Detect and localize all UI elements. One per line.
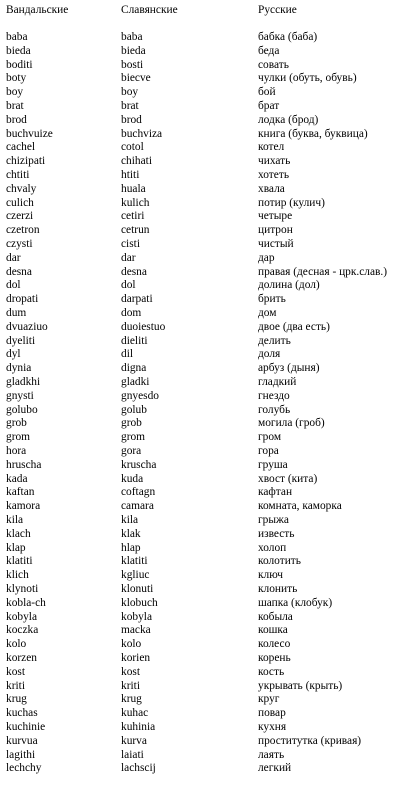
russian-word: легкий (258, 762, 292, 775)
table-row (0, 666, 400, 679)
slavic-word: kuhac (121, 707, 149, 720)
vandal-word: boy (6, 86, 24, 99)
vandal-word: kada (6, 472, 28, 485)
table-row (0, 624, 400, 637)
table-row (0, 431, 400, 444)
vandal-word: bieda (6, 44, 31, 57)
vandal-word: boty (6, 72, 27, 85)
vandal-word: koczka (6, 624, 39, 637)
slavic-word: cotol (121, 141, 144, 154)
table-row (0, 59, 400, 72)
slavic-word: chihati (121, 155, 152, 168)
table-row (0, 266, 400, 279)
russian-word: доля (258, 348, 281, 361)
vandal-word: desna (6, 265, 32, 278)
vandal-word: dum (6, 307, 27, 319)
slavic-word: bosti (121, 58, 144, 71)
vandal-word: dyl (6, 348, 21, 361)
vandal-word: kriti (6, 679, 25, 692)
russian-word: холоп (258, 541, 287, 554)
table-row (0, 611, 400, 624)
slavic-word: kulich (121, 196, 150, 209)
slavic-word: krug (121, 693, 142, 706)
table-row (0, 555, 400, 568)
slavic-word: digna (121, 362, 147, 375)
table-row (0, 335, 400, 348)
vandal-word: chizipati (6, 155, 46, 168)
russian-word: дом (258, 307, 277, 319)
table-row (0, 597, 400, 610)
slavic-word: kost (121, 665, 140, 678)
russian-word: хвост (кита) (258, 472, 318, 485)
vandal-word: dynia (6, 362, 32, 375)
vandal-word: kila (6, 514, 24, 526)
vandal-word: dol (6, 279, 21, 292)
vandal-word: kaftan (6, 486, 35, 499)
russian-word: цитрон (258, 224, 293, 237)
slavic-word: biecve (121, 72, 151, 85)
russian-word: ключ (258, 569, 284, 582)
slavic-word: kriti (121, 679, 140, 692)
russian-word: бой (258, 86, 276, 99)
russian-word: дар (258, 251, 275, 264)
vandal-word: brat (6, 100, 24, 112)
table-row (0, 583, 400, 596)
table-row (0, 762, 400, 775)
table-row (0, 721, 400, 734)
russian-word: правая (десная - црк.слав.) (258, 265, 388, 278)
vandal-word: klap (6, 541, 26, 554)
russian-word: повар (258, 707, 286, 720)
vandal-word: chvaly (6, 182, 37, 195)
russian-word: брат (258, 100, 280, 112)
vandal-word: buchvuize (6, 127, 53, 140)
table-row (0, 114, 400, 127)
header-vandal: Вандальские (6, 4, 69, 16)
russian-word: брить (258, 293, 286, 306)
table-row (0, 404, 400, 417)
russian-word: гора (258, 445, 279, 457)
vandal-word: klich (6, 569, 29, 582)
table-row (0, 293, 400, 306)
vandal-word: grom (6, 431, 31, 444)
vandal-word: dyeliti (6, 334, 36, 347)
russian-word: совать (258, 58, 289, 71)
table-row (0, 321, 400, 334)
table-row (0, 707, 400, 720)
russian-word: чистый (258, 238, 294, 250)
header-slavic: Славянские (121, 4, 178, 16)
vandal-word: korzen (6, 652, 37, 664)
slavic-word: kgliuc (121, 569, 150, 582)
russian-word: гладкий (258, 376, 297, 388)
russian-word: могила (гроб) (258, 417, 325, 430)
slavic-word: buchviza (121, 127, 163, 140)
vandal-word: golubo (6, 403, 38, 416)
table-row (0, 238, 400, 251)
table-row (0, 307, 400, 320)
slavic-word: cetiri (121, 210, 145, 223)
slavic-word: kuhinia (121, 721, 156, 733)
vandal-word: grob (6, 417, 27, 430)
table-row (0, 749, 400, 762)
vandal-word: hruscha (6, 458, 42, 471)
russian-word: хотеть (258, 169, 290, 181)
vandal-word: brod (6, 113, 27, 126)
vandal-word: kobla-ch (6, 596, 46, 609)
vandal-word: dropati (6, 293, 39, 306)
slavic-word: duoiestuo (121, 320, 166, 333)
slavic-word: bieda (121, 44, 146, 57)
vandal-word: gladkhi (6, 376, 41, 388)
table-row (0, 652, 400, 665)
slavic-word: darpati (121, 293, 153, 306)
table-row (0, 362, 400, 375)
slavic-word: boy (121, 86, 139, 99)
russian-word: кухня (258, 721, 287, 733)
russian-word: кобыла (258, 610, 293, 623)
slavic-word: kuda (121, 472, 144, 485)
russian-word: четыре (258, 210, 293, 223)
slavic-word: brod (121, 113, 142, 126)
table-row (0, 735, 400, 748)
slavic-word: lachscij (121, 762, 156, 775)
slavic-word: huala (121, 182, 146, 195)
table-row (0, 31, 400, 44)
russian-word: котел (258, 141, 285, 154)
table-row (0, 500, 400, 513)
russian-word: грыжа (258, 514, 289, 526)
table-row (0, 128, 400, 141)
table-row (0, 376, 400, 389)
russian-word: корень (258, 652, 291, 664)
slavic-word: klobuch (121, 596, 158, 609)
table-row (0, 45, 400, 58)
vandal-word: baba (6, 31, 28, 43)
table-row (0, 348, 400, 361)
russian-word: лаять (258, 748, 285, 761)
slavic-word: cetrun (121, 224, 150, 237)
slavic-word: camara (121, 500, 154, 513)
vandal-word: kurvua (6, 734, 38, 747)
table-row (0, 390, 400, 403)
vandal-word: klach (6, 527, 31, 540)
russian-word: арбуз (дыня) (258, 362, 320, 375)
russian-word: двое (два есть) (258, 320, 330, 333)
header-russian: Русские (258, 4, 297, 16)
vandal-word: lechchy (6, 762, 42, 775)
slavic-word: dieliti (121, 334, 148, 347)
table-row (0, 210, 400, 223)
slavic-word: laiati (121, 748, 144, 761)
slavic-word: desna (121, 265, 147, 278)
slavic-word: kurva (121, 734, 147, 747)
vandal-word: kost (6, 665, 25, 678)
slavic-word: dol (121, 279, 136, 292)
table-row (0, 417, 400, 430)
table-row (0, 638, 400, 651)
slavic-word: grob (121, 417, 142, 430)
russian-word: голубь (258, 403, 291, 416)
vandal-word: culich (6, 196, 34, 209)
vandal-word: czysti (6, 238, 33, 250)
table-row (0, 473, 400, 486)
table-row (0, 486, 400, 499)
russian-word: комната, каморка (258, 500, 342, 513)
table-row (0, 459, 400, 472)
vandal-word: boditi (6, 58, 33, 71)
russian-word: чулки (обуть, обувь) (258, 72, 357, 85)
table-row (0, 445, 400, 458)
table-row (0, 197, 400, 210)
russian-word: долина (дол) (258, 279, 320, 292)
slavic-word: coftagn (121, 486, 156, 499)
russian-word: шапка (клобук) (258, 596, 333, 609)
russian-word: кошка (258, 624, 288, 637)
russian-word: потир (кулич) (258, 196, 325, 209)
slavic-word: grom (121, 431, 146, 444)
slavic-word: htiti (121, 169, 140, 181)
slavic-word: kruscha (121, 458, 157, 471)
vandal-word: lagithi (6, 748, 36, 761)
slavic-word: klonuti (121, 583, 154, 595)
slavic-word: gladki (121, 376, 150, 388)
russian-word: клонить (258, 583, 298, 595)
table-row (0, 141, 400, 154)
russian-word: чихать (258, 155, 291, 168)
table-row (0, 155, 400, 168)
vandal-word: kuchinie (6, 721, 46, 733)
russian-word: проститутка (кривая) (258, 734, 362, 747)
russian-word: книга (буква, буквица) (258, 127, 368, 140)
russian-word: известь (258, 527, 295, 540)
russian-word: лодка (брод) (258, 113, 319, 126)
table-row (0, 100, 400, 113)
table-row (0, 72, 400, 85)
vandal-word: kamora (6, 500, 41, 513)
vandal-word: kuchas (6, 707, 38, 720)
table-row (0, 169, 400, 182)
table-row (0, 542, 400, 555)
slavic-word: klatiti (121, 555, 148, 568)
table-row (0, 680, 400, 693)
vandal-word: dar (6, 251, 21, 264)
russian-word: гнездо (258, 389, 290, 402)
russian-word: кафтан (258, 486, 293, 499)
slavic-word: dom (121, 307, 142, 319)
slavic-word: kolo (121, 638, 142, 651)
russian-word: груша (258, 458, 288, 471)
table-row (0, 183, 400, 196)
slavic-word: macka (121, 624, 151, 637)
table-row (0, 252, 400, 265)
slavic-word: kobyla (121, 610, 153, 623)
vandal-word: czetron (6, 224, 40, 237)
slavic-word: baba (121, 31, 143, 43)
vandal-word: krug (6, 693, 27, 706)
russian-word: кость (258, 665, 285, 678)
russian-word: бабка (баба) (258, 31, 318, 43)
slavic-word: hlap (121, 541, 141, 554)
russian-word: колотить (258, 555, 301, 568)
russian-word: укрывать (крыть) (258, 679, 343, 692)
table-row (0, 224, 400, 237)
table-row (0, 514, 400, 527)
russian-word: делить (258, 334, 291, 347)
table-row (0, 569, 400, 582)
table-row (0, 279, 400, 292)
vandal-word: hora (6, 445, 27, 457)
vandal-word: gnysti (6, 389, 34, 402)
vandal-word: klynoti (6, 583, 39, 595)
slavic-word: korien (121, 652, 151, 664)
vandal-word: kobyla (6, 610, 38, 623)
vandal-word: cachel (6, 141, 36, 154)
vandal-word: dvuaziuo (6, 320, 48, 333)
vandal-word: kolo (6, 638, 27, 651)
table-row (0, 528, 400, 541)
slavic-word: klak (121, 527, 141, 540)
vandal-word: czerzi (6, 210, 34, 223)
slavic-word: gnyesdo (121, 389, 159, 402)
russian-word: гром (258, 431, 282, 444)
slavic-word: cisti (121, 238, 140, 250)
slavic-word: kila (121, 514, 139, 526)
slavic-word: gora (121, 445, 142, 457)
slavic-word: brat (121, 100, 139, 112)
header-row (0, 4, 400, 17)
slavic-word: dar (121, 251, 136, 264)
russian-word: хвала (258, 182, 285, 195)
vandal-word: klatiti (6, 555, 33, 568)
russian-word: колесо (258, 638, 291, 651)
table-row (0, 86, 400, 99)
russian-word: круг (258, 693, 280, 706)
slavic-word: golub (121, 403, 147, 416)
vandal-word: chtiti (6, 169, 30, 181)
slavic-word: dil (121, 348, 134, 361)
russian-word: беда (258, 44, 280, 57)
table-row (0, 693, 400, 706)
